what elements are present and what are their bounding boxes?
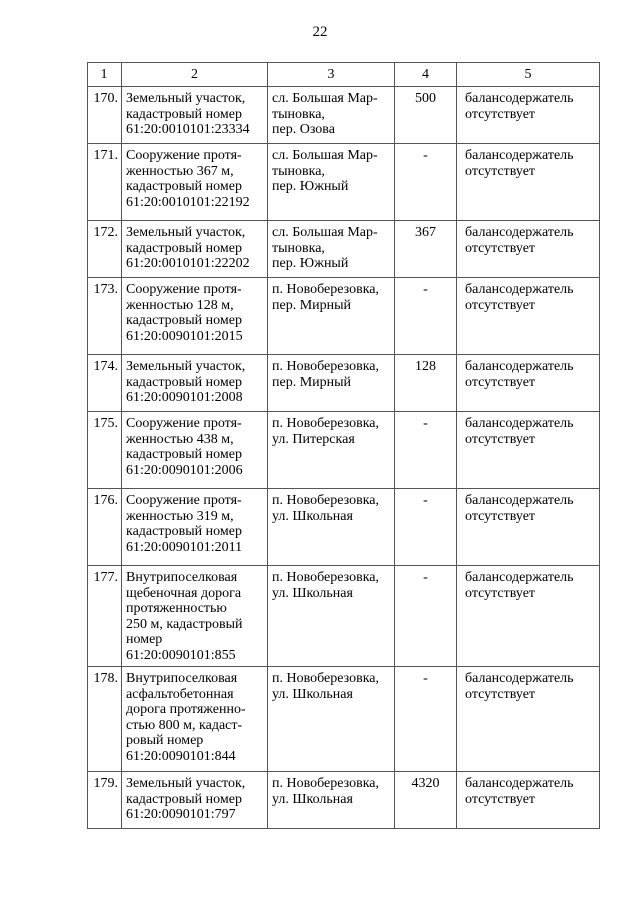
row-number: 174. xyxy=(88,355,122,412)
balance-holder: балансодержатель отсутствует xyxy=(457,144,600,221)
column-header-4: 4 xyxy=(395,63,457,87)
column-header-5: 5 xyxy=(457,63,600,87)
balance-holder: балансодержатель отсутствует xyxy=(457,667,600,772)
balance-holder: балансодержатель отсутствует xyxy=(457,772,600,829)
row-number: 178. xyxy=(88,667,122,772)
balance-holder: балансодержатель отсутствует xyxy=(457,87,600,144)
table-row xyxy=(88,489,600,566)
row-number: 173. xyxy=(88,278,122,355)
object-address: п. Новоберезовка, ул. Школьная xyxy=(268,772,395,829)
object-name: Земельный участок, кадастровый номер 61:20:0010101:22202 xyxy=(122,221,268,278)
row-number: 170. xyxy=(88,87,122,144)
table-row xyxy=(88,221,600,278)
balance-holder: балансодержатель отсутствует xyxy=(457,221,600,278)
row-number: 176. xyxy=(88,489,122,566)
row-number: 177. xyxy=(88,566,122,667)
balance-holder: балансодержатель отсутствует xyxy=(457,489,600,566)
object-size: - xyxy=(395,566,457,667)
column-header-1: 1 xyxy=(88,63,122,87)
object-address: п. Новоберезовка, ул. Питерская xyxy=(268,412,395,489)
object-name: Внутрипоселковая щебеночная дорога протяженностью 250 м, кадастровый номер 61:20:0090101:855 xyxy=(122,566,268,667)
object-size: 128 xyxy=(395,355,457,412)
object-name: Земельный участок, кадастровый номер 61:20:0010101:23334 xyxy=(122,87,268,144)
row-number: 171. xyxy=(88,144,122,221)
object-size: 500 xyxy=(395,87,457,144)
balance-holder: балансодержатель отсутствует xyxy=(457,355,600,412)
object-address: сл. Большая Мар- тыновка, пер. Южный xyxy=(268,144,395,221)
object-size: - xyxy=(395,489,457,566)
table-row xyxy=(88,412,600,489)
object-size: - xyxy=(395,412,457,489)
object-address: сл. Большая Мар- тыновка, пер. Южный xyxy=(268,221,395,278)
object-size: 4320 xyxy=(395,772,457,829)
object-size: 367 xyxy=(395,221,457,278)
row-number: 172. xyxy=(88,221,122,278)
table-row xyxy=(88,144,600,221)
page-number: 22 xyxy=(312,24,328,40)
balance-holder: балансодержатель отсутствует xyxy=(457,278,600,355)
table-row xyxy=(88,566,600,667)
object-address: п. Новоберезовка, пер. Мирный xyxy=(268,278,395,355)
object-address: п. Новоберезовка, ул. Школьная xyxy=(268,566,395,667)
column-header-2: 2 xyxy=(122,63,268,87)
object-name: Земельный участок, кадастровый номер 61:20:0090101:797 xyxy=(122,772,268,829)
object-name: Земельный участок, кадастровый номер 61:20:0090101:2008 xyxy=(122,355,268,412)
balance-holder: балансодержатель отсутствует xyxy=(457,412,600,489)
object-name: Сооружение протя- женностью 319 м, кадастровый номер 61:20:0090101:2011 xyxy=(122,489,268,566)
object-address: п. Новоберезовка, пер. Мирный xyxy=(268,355,395,412)
object-name: Сооружение протя- женностью 367 м, кадастровый номер 61:20:0010101:22192 xyxy=(122,144,268,221)
object-address: п. Новоберезовка, ул. Школьная xyxy=(268,667,395,772)
object-name: Внутрипоселковая асфальтобетонная дорога протяженно- стью 800 м, кадаст- ровый номер 61:20:0090101:844 xyxy=(122,667,268,772)
object-name: Сооружение протя- женностью 438 м, кадастровый номер 61:20:0090101:2006 xyxy=(122,412,268,489)
table-row xyxy=(88,355,600,412)
row-number: 175. xyxy=(88,412,122,489)
table-row xyxy=(88,278,600,355)
balance-holder: балансодержатель отсутствует xyxy=(457,566,600,667)
object-address: сл. Большая Мар- тыновка, пер. Озова xyxy=(268,87,395,144)
table-header-row xyxy=(88,63,600,87)
object-size: - xyxy=(395,144,457,221)
object-address: п. Новоберезовка, ул. Школьная xyxy=(268,489,395,566)
object-size: - xyxy=(395,278,457,355)
object-name: Сооружение протя- женностью 128 м, кадастровый номер 61:20:0090101:2015 xyxy=(122,278,268,355)
column-header-3: 3 xyxy=(268,63,395,87)
table-row xyxy=(88,772,600,829)
table-row xyxy=(88,667,600,772)
property-table xyxy=(87,62,600,829)
object-size: - xyxy=(395,667,457,772)
table-row xyxy=(88,87,600,144)
row-number: 179. xyxy=(88,772,122,829)
